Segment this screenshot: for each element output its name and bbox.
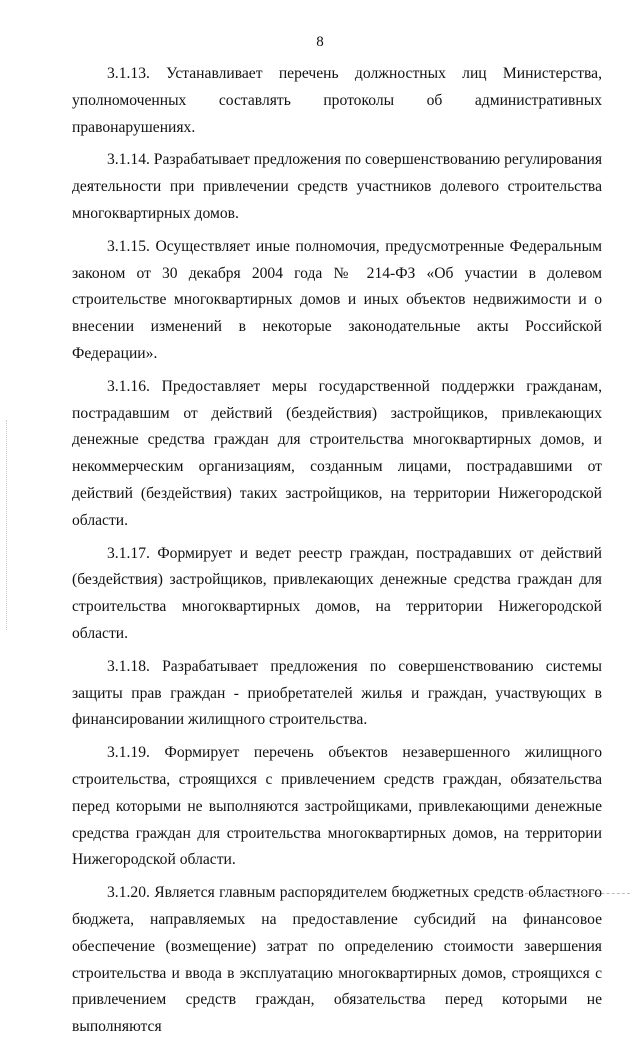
paragraph-3-1-16: 3.1.16. Предоставляет меры государственной поддержки гражданам, пострадавшим от действий (бездействия) застройщиков, привлекающих денежные средства граждан для строительства многоквартирных домов, и некоммерческим организациям, созданным лицами, пострадавшими от действий (бездействия) таких застройщиков, на территории Нижегородской области. (72, 377, 602, 529)
paragraph-3-1-14: 3.1.14. Разрабатывает предложения по совершенствованию регулирования деятельности при привлечении средств участников долевого строительства многоквартирных домов. (72, 151, 602, 222)
paragraph-3-1-20: 3.1.20. Является главным распорядителем бюджетных средств областного бюджета, направляемых на предоставление субсидий на финансовое обеспечение (возмещение) затрат по определению стоимости завершения строительства и ввода в эксплуатацию многоквартирных домов, строящихся с привлечением средств граждан, обязательства перед которыми не выполняются (72, 884, 602, 1036)
paragraph-3-1-18: 3.1.18. Разрабатывает предложения по совершенствованию системы защиты прав граждан - приобретателей жилья и граждан, участвующих в финансировании жилищного строительства. (72, 657, 602, 729)
paragraph-3-1-13: 3.1.13. Устанавливает перечень должностных лиц Министерства, уполномоченных составлять протоколы об административных правонарушениях. (72, 65, 602, 136)
document-body (72, 61, 602, 1047)
scan-bottom-artifact (520, 893, 630, 896)
page-number: 8 (316, 34, 324, 50)
paragraph-3-1-19: 3.1.19. Формирует перечень объектов незавершенного жилищного строительства, строящихся с привлечением средств граждан, обязательства перед которыми не выполняются застройщиками, привлекающими денежные средства граждан для строительства многоквартирных домов, на территории Нижегородской области. (72, 744, 602, 869)
scan-edge-artifact (6, 420, 10, 630)
paragraph-3-1-15: 3.1.15. Осуществляет иные полномочия, предусмотренные Федеральным законом от 30 декабря 2004 года № 214-ФЗ «Об участии в долевом строительстве многоквартирных домов и иных объектов недвижимости и о внесении изменений в некоторые законодательные акты Российской Федерации». (72, 237, 602, 362)
paragraph-3-1-17: 3.1.17. Формирует и ведет реестр граждан, пострадавших от действий (бездействия) застройщиков, привлекающих денежные средства граждан для строительства многоквартирных домов, на территории Нижегородской области. (72, 544, 602, 642)
